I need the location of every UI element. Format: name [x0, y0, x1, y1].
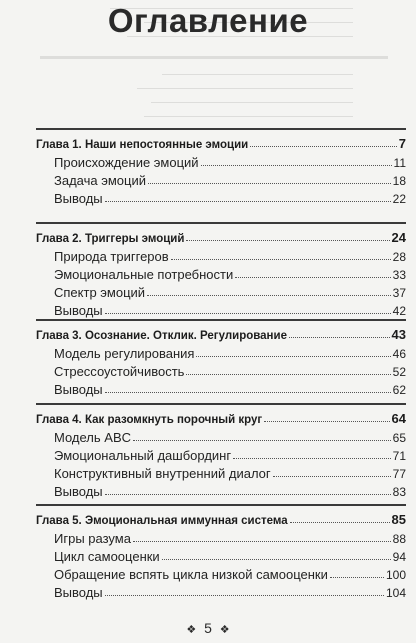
dot-leader — [201, 165, 392, 166]
chapter-page: 64 — [391, 411, 406, 426]
entry-page: 33 — [392, 268, 406, 282]
toc-entry[interactable] — [54, 361, 406, 379]
ornament-right-icon: ❖ — [219, 624, 230, 636]
dot-leader — [186, 374, 390, 375]
entry-label: Выводы — [54, 585, 103, 600]
dot-leader — [147, 295, 391, 296]
toc-entry[interactable] — [54, 481, 406, 499]
dot-leader — [186, 240, 389, 241]
chapter-title: Глава 3. Осознание. Отклик. Регулирование — [36, 330, 287, 342]
entry-label: Модель регулирования — [54, 346, 195, 361]
toc-entry[interactable] — [54, 300, 406, 318]
page-title: Оглавление — [107, 2, 309, 39]
entry-label: Конструктивный внутренний диалог — [54, 466, 271, 481]
toc-entry[interactable] — [54, 246, 406, 264]
dot-leader — [250, 146, 397, 147]
entry-page: 18 — [392, 174, 406, 188]
toc-entry[interactable] — [54, 170, 406, 188]
page-number: 5 — [204, 620, 212, 636]
chapter-heading[interactable] — [36, 509, 406, 527]
dot-leader — [235, 277, 390, 278]
dot-leader — [105, 392, 391, 393]
toc-entry[interactable] — [54, 564, 406, 582]
dot-leader — [196, 356, 390, 357]
entry-label: Природа триггеров — [54, 249, 169, 264]
entry-page: 94 — [392, 550, 406, 564]
chapter-page: 43 — [391, 327, 406, 342]
entry-page: 52 — [392, 365, 406, 379]
dot-leader — [105, 201, 391, 202]
chapter-page: 85 — [391, 512, 406, 527]
entry-page: 11 — [393, 156, 406, 170]
chapter-page: 7 — [398, 136, 406, 151]
entry-page: 46 — [392, 347, 406, 361]
toc-entry[interactable] — [54, 379, 406, 397]
toc-entry[interactable] — [54, 282, 406, 300]
entry-label: Выводы — [54, 382, 103, 397]
chapter-heading[interactable] — [36, 133, 406, 151]
dot-leader — [264, 421, 389, 422]
dot-leader — [330, 577, 384, 578]
entry-label: Выводы — [54, 303, 103, 318]
entry-page: 22 — [392, 192, 406, 206]
toc-entry[interactable] — [54, 546, 406, 564]
entry-label: Эмоциональные потребности — [54, 267, 234, 282]
chapter-title: Глава 2. Триггеры эмоций — [36, 233, 185, 245]
entry-label: Цикл самооценки — [54, 549, 160, 564]
toc-entry[interactable] — [54, 152, 406, 170]
dot-leader — [105, 595, 384, 596]
entry-page: 65 — [392, 431, 406, 445]
entry-label: Обращение вспять цикла низкой самооценки — [54, 567, 328, 582]
entry-label: Модель ABC — [54, 430, 132, 445]
toc-entry[interactable] — [54, 188, 406, 206]
chapter-divider — [36, 403, 406, 405]
chapter-heading[interactable] — [36, 408, 406, 426]
chapter-page: 24 — [391, 230, 406, 245]
entry-label: Выводы — [54, 484, 103, 499]
dot-leader — [105, 313, 391, 314]
toc-entry[interactable] — [54, 264, 406, 282]
chapter-heading[interactable] — [36, 227, 406, 245]
chapter-divider — [36, 128, 406, 130]
toc-entry[interactable] — [54, 463, 406, 481]
entry-page: 88 — [392, 532, 406, 546]
entry-page: 62 — [392, 383, 406, 397]
chapter-divider — [36, 504, 406, 506]
dot-leader — [105, 494, 391, 495]
chapter-divider — [36, 319, 406, 321]
page-footer — [0, 620, 416, 636]
dot-leader — [273, 476, 391, 477]
entry-label: Выводы — [54, 191, 103, 206]
entry-label: Происхождение эмоций — [54, 155, 199, 170]
entry-page: 37 — [392, 286, 406, 300]
toc-entry[interactable] — [54, 343, 406, 361]
dot-leader — [148, 183, 391, 184]
entry-page: 83 — [392, 485, 406, 499]
entry-page: 28 — [392, 250, 406, 264]
toc-entry[interactable] — [54, 582, 406, 600]
dot-leader — [233, 458, 391, 459]
entry-label: Игры разума — [54, 531, 131, 546]
chapter-title: Глава 4. Как разомкнуть порочный круг — [36, 414, 263, 426]
entry-page: 77 — [392, 467, 406, 481]
dot-leader — [171, 259, 391, 260]
dot-leader — [290, 522, 390, 523]
chapter-heading[interactable] — [36, 324, 406, 342]
entry-label: Спектр эмоций — [54, 285, 146, 300]
dot-leader — [133, 541, 391, 542]
entry-label: Эмоциональный дашбординг — [54, 448, 232, 463]
entry-page: 42 — [392, 304, 406, 318]
toc-entry[interactable] — [54, 427, 406, 445]
chapter-divider — [36, 222, 406, 224]
dot-leader — [162, 559, 391, 560]
entry-page: 104 — [385, 586, 406, 600]
entry-label: Задача эмоций — [54, 173, 146, 188]
chapter-title: Глава 1. Наши непостоянные эмоции — [36, 139, 249, 151]
toc-entry[interactable] — [54, 528, 406, 546]
ornament-left-icon: ❖ — [186, 624, 197, 636]
chapter-title: Глава 5. Эмоциональная иммунная система — [36, 515, 288, 527]
entry-page: 100 — [385, 568, 406, 582]
entry-label: Стрессоустойчивость — [54, 364, 185, 379]
entry-page: 71 — [392, 449, 406, 463]
dot-leader — [289, 337, 390, 338]
toc-entry[interactable] — [54, 445, 406, 463]
dot-leader — [133, 440, 391, 441]
